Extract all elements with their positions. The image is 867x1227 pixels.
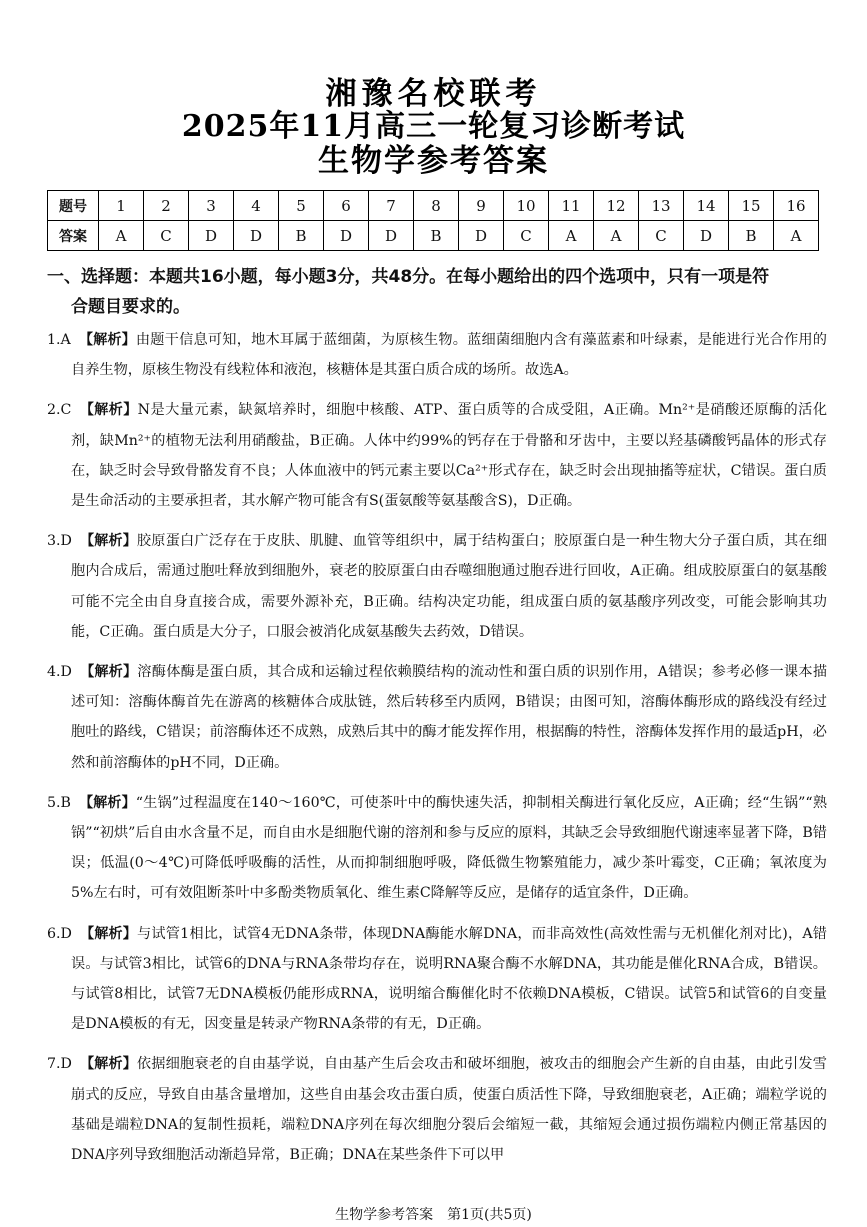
section-heading: [47, 262, 837, 322]
question-number-cell: 16: [774, 191, 819, 221]
answer-header: 答案: [48, 221, 99, 251]
question-number-cell: 3: [189, 191, 234, 221]
question-number-cell: 10: [504, 191, 549, 221]
section-heading-line1: 一、选择题：本题共16小题，每小题3分，共48分。在每小题给出的四个选项中，只有一项是符: [47, 267, 770, 287]
answer-cell: D: [369, 221, 414, 251]
question-answer-label: 3.D: [47, 533, 72, 550]
question-number-cell: 13: [639, 191, 684, 221]
question-number-row: [48, 191, 819, 221]
answer-row: [48, 221, 819, 251]
answer-key-title: 生物学参考答案: [318, 143, 549, 179]
explanation-text: 胶原蛋白广泛存在于皮肤、肌腱、血管等组织中，属于结构蛋白；胶原蛋白是一种生物大分子蛋白质，其在细胞内合成后，需通过胞吐释放到细胞外，衰老的胶原蛋白由吞噬细胞通过胞吞进行回收，A正确。组成胶原蛋白的氨基酸可能不完全由自身直接合成，需要外源补充，B正确。结构决定功能，组成蛋白质的氨基酸序列改变，可能会影响其功能，C正确。蛋白质是大分子，口服会被消化成氨基酸失去药效，D错误。: [71, 533, 827, 640]
page-footer: 生物学参考答案 第1页(共5页): [335, 1207, 532, 1223]
explanation-item: [47, 395, 827, 516]
answer-cell: D: [234, 221, 279, 251]
analysis-tag: 【解析】: [79, 1056, 137, 1073]
question-number-cell: 4: [234, 191, 279, 221]
analysis-tag: 【解析】: [78, 332, 136, 348]
answer-table: [47, 190, 819, 251]
answer-cell: A: [549, 221, 594, 251]
explanation-text: 与试管1相比，试管4无DNA条带，体现DNA酶能水解DNA，而非高效性(高效性需与无机催化剂对比)，A错误。与试管3相比，试管6的DNA与RNA条带均存在，说明RNA聚合酶不水解DNA，其功能是催化RNA合成，B错误。与试管8相比，试管7无DNA模板仍能形成RNA，说明缩合酶催化时不依赖DNA模板，C错误。试管5和试管6的自变量是DNA模板的有无，因变量是转录产物RNA条带的有无，D正确。: [71, 925, 827, 1033]
explanation-item: [47, 788, 827, 909]
answer-cell: C: [144, 221, 189, 251]
answer-cell: B: [414, 221, 459, 251]
answer-cell: B: [729, 221, 774, 251]
explanation-text: N是大量元素，缺氮培养时，细胞中核酸、ATP、蛋白质等的合成受阻，A正确。Mn²⁺是硝酸还原酶的活化剂，缺Mn²⁺的植物无法利用硝酸盐，B正确。人体中约99%的钙存在于骨骼和牙齿中，主要以羟基磷酸钙晶体的形式存在，缺乏时会导致骨骼发育不良；人体血液中的钙元素主要以Ca²⁺形式存在，缺乏时会出现抽搐等症状，C错误。蛋白质是生命活动的主要承担者，其水解产物可能含有S(蛋氨酸等氨基酸含S)，D正确。: [71, 402, 828, 510]
explanation-item: [47, 919, 827, 1040]
explanation-text: 由题干信息可知，地木耳属于蓝细菌，为原核生物。蓝细菌细胞内含有藻蓝素和叶绿素，是能进行光合作用的自养生物，原核生物没有线粒体和液泡，核糖体是其蛋白质合成的场所。故选A。: [71, 332, 827, 379]
question-number-cell: 14: [684, 191, 729, 221]
explanation-item: [47, 657, 827, 778]
answer-cell: A: [594, 221, 639, 251]
answer-cell: C: [504, 221, 549, 251]
question-answer-label: 1.A: [47, 332, 71, 348]
question-answer-label: 6.D: [47, 925, 72, 942]
explanation-text: “生锅”过程温度在140～160℃，可使茶叶中的酶快速失活，抑制相关酶进行氧化反应，A正确；经“生锅”“熟锅”“初烘”后自由水含量不足，而自由水是细胞代谢的溶剂和参与反应的原料，其缺乏会导致细胞代谢速率显著下降，B错误；低温(0～4℃)可降低呼吸酶的活性，从而抑制细胞呼吸，降低微生物繁殖能力，减少茶叶霉变，C正确；氧浓度为5%左右时，可有效阻断茶叶中多酚类物质氧化、维生素C降解等反应，是储存的适宜条件，D正确。: [71, 794, 828, 902]
answer-cell: B: [279, 221, 324, 251]
question-number-cell: 7: [369, 191, 414, 221]
answer-cell: D: [684, 221, 729, 251]
question-number-cell: 5: [279, 191, 324, 221]
question-answer-label: 4.D: [47, 664, 72, 681]
analysis-tag: 【解析】: [79, 925, 137, 942]
analysis-tag: 【解析】: [78, 794, 136, 811]
answer-cell: D: [189, 221, 234, 251]
explanations: [47, 325, 827, 1180]
question-number-cell: 12: [594, 191, 639, 221]
question-number-header: 题号: [48, 191, 99, 221]
section-heading-line2: 合题目要求的。: [71, 297, 190, 317]
answer-cell: D: [324, 221, 369, 251]
question-answer-label: 5.B: [47, 794, 71, 811]
explanation-text: 溶酶体酶是蛋白质，其合成和运输过程依赖膜结构的流动性和蛋白质的识别作用，A错误；参考必修一课本描述可知：溶酶体酶首先在游离的核糖体合成肽链，然后转移至内质网，B错误；由图可知，溶酶体酶形成的路线没有经过胞吐的路线，C错误；前溶酶体还不成熟，成熟后其中的酶才能发挥作用，根据酶的特性，溶酶体发挥作用的最适pH，必然和前溶酶体的pH不同，D正确。: [71, 664, 828, 771]
analysis-tag: 【解析】: [79, 664, 138, 681]
analysis-tag: 【解析】: [79, 533, 137, 550]
question-number-cell: 11: [549, 191, 594, 221]
question-answer-label: 7.D: [47, 1056, 72, 1073]
question-number-cell: 6: [324, 191, 369, 221]
answer-cell: D: [459, 221, 504, 251]
question-number-cell: 8: [414, 191, 459, 221]
exam-org-title: 湘豫名校联考: [325, 76, 542, 112]
explanation-text: 依据细胞衰老的自由基学说，自由基产生后会攻击和破坏细胞，被攻击的细胞会产生新的自由基，由此引发雪崩式的反应，导致自由基含量增加，这些自由基会攻击蛋白质，使蛋白质活性下降，导致细胞衰老，A正确；端粒学说的基础是端粒DNA的复制性损耗，端粒DNA序列在每次细胞分裂后会缩短一截，其缩短会通过损伤端粒内侧正常基因的DNA序列导致细胞活动渐趋异常，B正确；DNA在某些条件下可以甲: [71, 1056, 827, 1164]
question-number-cell: 2: [144, 191, 189, 221]
question-number-cell: 15: [729, 191, 774, 221]
explanation-item: [47, 325, 827, 385]
answer-cell: A: [774, 221, 819, 251]
question-answer-label: 2.C: [47, 402, 72, 419]
question-number-cell: 1: [99, 191, 144, 221]
analysis-tag: 【解析】: [79, 402, 138, 419]
explanation-item: [47, 1049, 827, 1170]
answer-cell: C: [639, 221, 684, 251]
answer-cell: A: [99, 221, 144, 251]
question-number-cell: 9: [459, 191, 504, 221]
explanation-item: [47, 526, 827, 647]
exam-name-title: 2025年11月高三一轮复习诊断考试: [181, 109, 686, 144]
